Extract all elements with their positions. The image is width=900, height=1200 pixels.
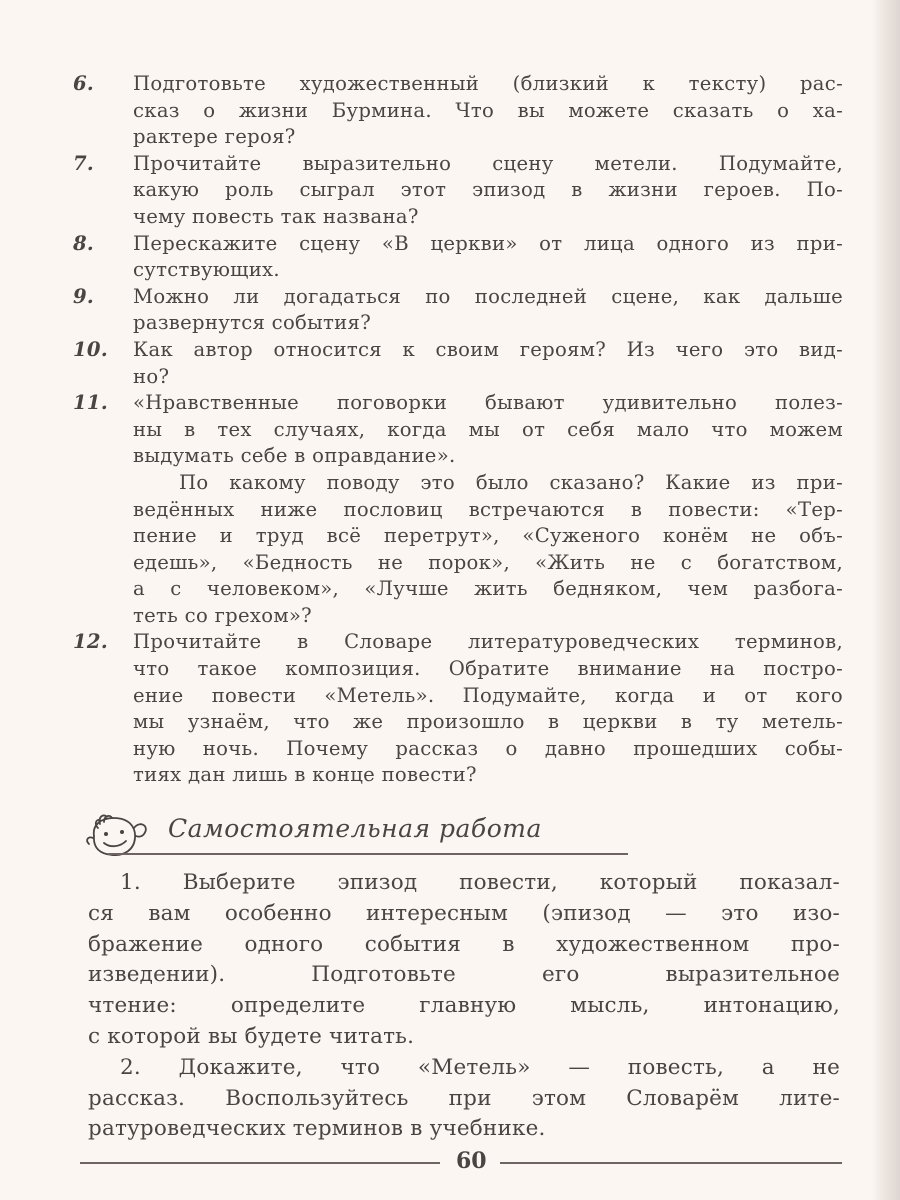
question-text xyxy=(133,337,843,390)
text-line: Прочитайте выразительно сцену метели. Подумайте, xyxy=(133,151,843,175)
question-number: 10. xyxy=(73,337,108,361)
text-line: выдумать себе в оправдание». xyxy=(133,444,456,468)
text-line: теть со грехом»? xyxy=(133,603,312,627)
text-line: ся вам особенно интересным (эпизод — это изо- xyxy=(88,900,840,926)
text-line: ение повести «Метель». Подумайте, когда и от кого xyxy=(133,683,843,707)
page-footer xyxy=(80,1148,842,1178)
question-number: 8. xyxy=(73,231,95,255)
text-line: какую роль сыграл этот эпизод в жизни героев. По- xyxy=(133,178,843,202)
text-line: ведённых ниже пословиц встречаются в повести: «Тер- xyxy=(133,497,843,521)
question-text xyxy=(133,71,843,151)
question-item-6 xyxy=(73,71,843,151)
text-line: Можно ли догадаться по последней сцене, как дальше xyxy=(133,284,843,308)
text-line: а с человеком», «Лучше жить бедняком, чем разбога- xyxy=(133,577,843,601)
text-line: изведении). Подготовьте его выразительное xyxy=(88,962,840,988)
footer-rule-left xyxy=(80,1162,440,1164)
text-line: ную ночь. Почему рассказ о давно прошедших собы- xyxy=(133,736,843,760)
task-item-1 xyxy=(88,868,840,1053)
text-line: с которой вы будете читать. xyxy=(88,1023,415,1049)
text-line: едешь», «Бедность не порок», «Жить не с богатством, xyxy=(133,550,843,574)
task-item-2 xyxy=(88,1053,840,1145)
text-line: что такое композиция. Обратите внимание на постро- xyxy=(133,657,843,681)
text-line: рактере героя? xyxy=(133,125,296,149)
question-item-12 xyxy=(73,629,843,789)
text-line: «Нравственные поговорки бывают удивительно полез- xyxy=(133,391,843,415)
text-line: бражение одного события в художественном про- xyxy=(88,931,840,957)
text-line: но? xyxy=(133,364,170,388)
text-line: 1. Выберите эпизод повести, который показал- xyxy=(120,870,840,895)
text-line: развернутся события? xyxy=(133,311,371,335)
text-line: сказ о жизни Бурмина. Что вы можете сказать о ха- xyxy=(133,98,843,122)
question-number: 12. xyxy=(73,630,108,654)
question-item-9 xyxy=(73,284,843,337)
text-line: ратуроведческих терминов в учебнике. xyxy=(88,1116,546,1142)
text-line: Как автор относится к своим героям? Из чего это вид- xyxy=(133,337,843,361)
text-line: По какому поводу это было сказано? Какие из при- xyxy=(179,470,843,494)
section-title: Самостоятельная работа xyxy=(168,814,542,843)
question-number: 11. xyxy=(73,391,108,415)
text-line: Прочитайте в Словаре литературоведческих терминов, xyxy=(133,630,843,654)
text-line: рассказ. Воспользуйтесь при этом Словарём лите- xyxy=(88,1085,840,1111)
page-binding-shadow xyxy=(872,0,900,1200)
smiley-face-icon xyxy=(80,810,152,856)
footer-rule-right xyxy=(500,1162,842,1164)
question-number: 9. xyxy=(73,284,95,308)
text-line: 2. Докажите, что «Метель» — повесть, а не xyxy=(120,1054,840,1080)
question-text xyxy=(133,390,843,629)
text-line: Перескажите сцену «В церкви» от лица одного из при- xyxy=(133,231,843,255)
text-line: ны в тех случаях, когда мы от себя мало что можем xyxy=(133,417,843,441)
question-number: 7. xyxy=(73,151,95,175)
text-line: мы узнаём, что же произошло в церкви в ту метель- xyxy=(133,710,843,734)
question-text xyxy=(133,231,843,284)
question-text xyxy=(133,284,843,337)
text-line: пение и труд всё перетрут», «Суженого конём не объ- xyxy=(133,524,843,548)
questions-list xyxy=(73,71,843,789)
page-number: 60 xyxy=(456,1148,487,1174)
question-item-11 xyxy=(73,390,843,629)
text-line: чему повесть так названа? xyxy=(133,204,419,228)
question-item-10 xyxy=(73,337,843,390)
text-line: сутствующих. xyxy=(133,258,280,282)
text-line: чтение: определите главную мысль, интонацию, xyxy=(88,993,840,1019)
question-item-8 xyxy=(73,231,843,284)
text-line: Подготовьте художественный (близкий к тексту) рас- xyxy=(133,72,843,95)
independent-work-tasks xyxy=(88,868,840,1145)
question-number: 6. xyxy=(73,72,95,95)
question-text xyxy=(133,629,843,789)
question-item-7 xyxy=(73,151,843,231)
question-text xyxy=(133,151,843,231)
text-line: тиях дан лишь в конце повести? xyxy=(133,763,477,787)
section-heading xyxy=(80,808,640,856)
heading-underline xyxy=(108,853,628,855)
